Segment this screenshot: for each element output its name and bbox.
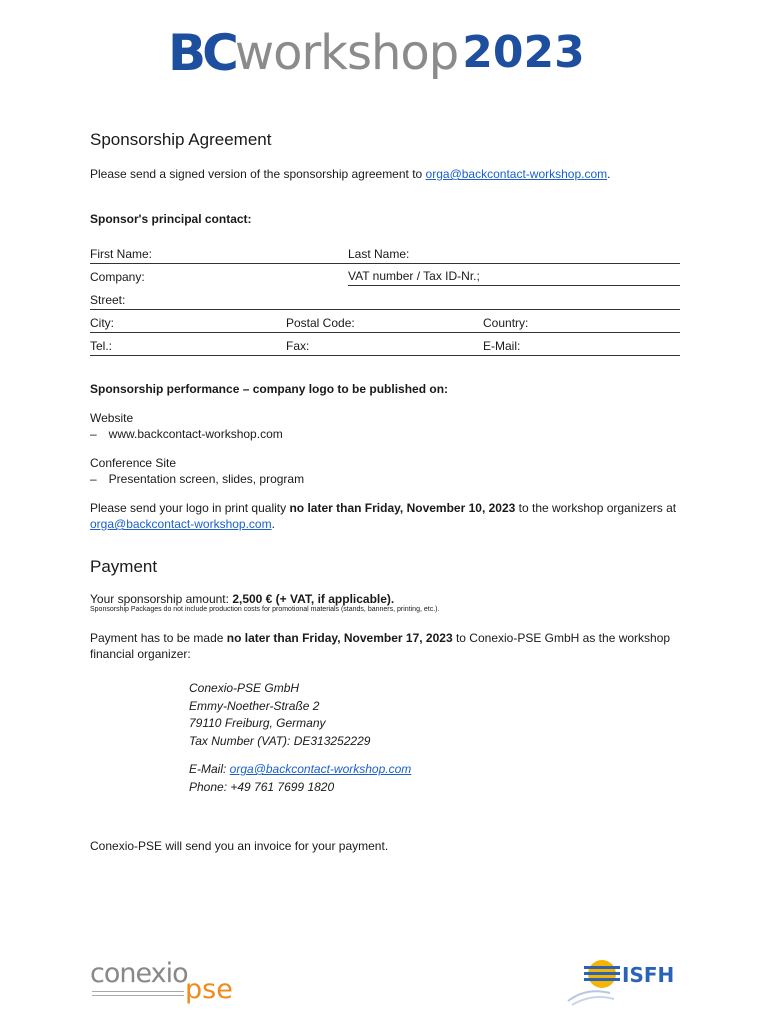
bc-workshop-logo [168,14,585,84]
logo-workshop: workshop [234,25,459,81]
form-row-contact [90,333,680,356]
company-field[interactable]: Company: [90,270,145,284]
logo-year: 2023 [462,27,585,78]
address-tax: Tax Number (VAT): DE313252229 [189,733,371,748]
invoice-text: Conexio-PSE will send you an invoice for your payment. [90,839,389,853]
pse-wordmark: pse [185,974,233,1005]
amount-line [90,591,394,607]
address-company: Conexio-PSE GmbH [189,681,300,695]
intro-text: Please send a signed version of the sponsorship agreement to [90,167,426,181]
payment-text-b: to Conexio-PSE GmbH as the workshop [452,631,671,645]
postal-code-field[interactable]: Postal Code: [286,316,355,330]
address-email-line [189,761,411,779]
address-street: Emmy-Noether-Straße 2 [189,698,320,713]
address-phone: Phone: +49 761 7699 1820 [189,779,335,794]
logo-text-a: Please send your logo in print quality [90,501,290,515]
street-field[interactable]: Street: [90,293,126,307]
payment-paragraph [90,630,680,662]
performance-heading: Sponsorship performance – company logo to be published on: [90,382,449,396]
intro-paragraph [90,166,610,182]
intro-end: . [607,167,611,181]
logo-instruction [90,500,680,532]
logo-end: . [271,517,275,531]
form-row-name [90,241,680,264]
form-row-city [90,310,680,333]
payment-heading: Payment [90,557,158,576]
amount-value: 2,500 € (+ VAT, if applicable). [232,592,395,606]
conexio-wordmark: conexio [90,958,188,989]
logo-deadline: no later than Friday, November 10, 2023 [289,501,516,515]
logo-bc: BC [168,24,235,82]
page-title: Sponsorship Agreement [90,130,272,149]
vat-field[interactable]: VAT number / Tax ID-Nr.; [348,269,680,286]
isfh-wordmark: ISFH [622,963,675,987]
payment-text-a: Payment has to be made [90,631,227,645]
website-label: Website [90,411,134,425]
logo-text-b: to the workshop organizers at [515,501,677,515]
address-city: 79110 Freiburg, Germany [189,716,326,730]
form-row-street [90,287,680,310]
address-email-link[interactable]: orga@backcontact-workshop.com [229,762,412,776]
city-field[interactable]: City: [90,316,114,330]
isfh-logo [566,957,676,1007]
email-field[interactable]: E-Mail: [483,339,521,353]
website-item: – www.backcontact-workshop.com [90,427,283,441]
site-label: Conference Site [90,456,177,470]
logo-email-link[interactable]: orga@backcontact-workshop.com [90,517,272,531]
conexio-tagline-rule [92,991,184,996]
address-block [189,680,411,796]
packages-note: Sponsorship Packages do not include production costs for promotional materials (stands, banners, printing, etc.). [90,606,440,613]
payment-deadline: no later than Friday, November 17, 2023 [226,631,453,645]
tel-field[interactable]: Tel.: [90,339,113,353]
payment-text-c: financial organizer: [90,647,191,661]
address-email-label: E-Mail: [189,762,230,776]
amount-label: Your sponsorship amount: [90,592,233,606]
country-field[interactable]: Country: [483,316,529,330]
form-row-company [90,264,680,286]
first-name-field[interactable]: First Name: [90,247,153,261]
intro-email-link[interactable]: orga@backcontact-workshop.com [425,167,608,181]
fax-field[interactable]: Fax: [286,339,310,353]
site-item: – Presentation screen, slides, program [90,472,305,486]
contact-heading: Sponsor's principal contact: [90,212,252,226]
last-name-field[interactable]: Last Name: [348,247,410,261]
conexio-pse-logo [90,958,233,1005]
